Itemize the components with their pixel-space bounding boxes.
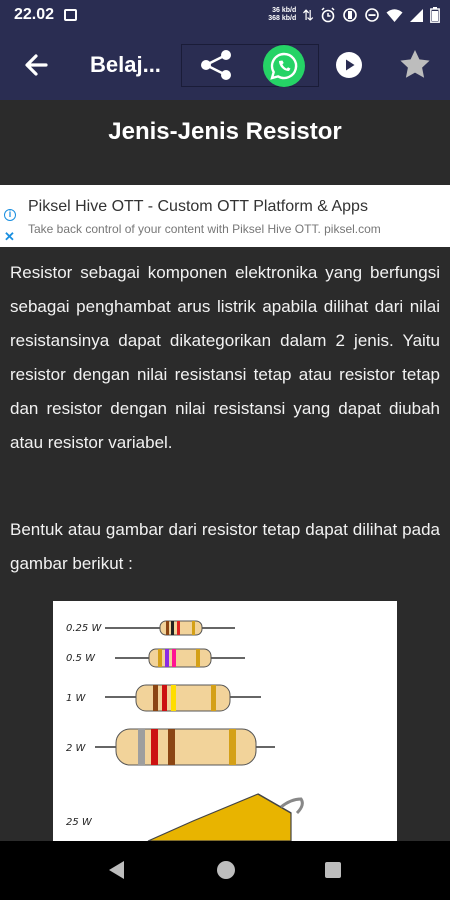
resistor-illustration bbox=[53, 601, 397, 841]
label-025w: 0.25 W bbox=[66, 623, 102, 634]
nav-back-icon[interactable] bbox=[108, 860, 126, 880]
resistor-figure bbox=[53, 601, 397, 841]
image-icon bbox=[64, 9, 77, 21]
network-speed bbox=[268, 7, 296, 23]
page-title: Jenis-Jenis Resistor bbox=[108, 118, 342, 145]
data-transfer-icon: ⇅ bbox=[302, 7, 314, 23]
share-icon[interactable] bbox=[198, 49, 234, 81]
app-bar bbox=[0, 30, 450, 100]
vibrate-icon bbox=[342, 7, 358, 23]
status-icons bbox=[268, 0, 440, 30]
alarm-icon bbox=[320, 7, 336, 23]
label-05w: 0.5 W bbox=[66, 653, 95, 664]
battery-icon bbox=[430, 7, 440, 23]
dnd-icon bbox=[364, 7, 380, 23]
status-bar bbox=[0, 0, 450, 30]
ad-info-icon[interactable]: i bbox=[4, 209, 16, 221]
nav-recents-icon[interactable] bbox=[325, 862, 341, 878]
net-up-speed: 36 kb/d bbox=[272, 7, 297, 14]
ad-close-icon[interactable]: ✕ bbox=[4, 229, 15, 244]
ad-subtitle[interactable]: Take back control of your content with Piksel Hive OTT. piksel.com bbox=[28, 222, 381, 236]
play-icon[interactable] bbox=[336, 52, 362, 78]
whatsapp-icon[interactable] bbox=[263, 45, 305, 87]
paragraph-intro: Resistor sebagai komponen elektronika yang berfungsi sebagai penghambat arus listrik apabila dilihat dari nilai resistansinya dapat dikategorikan dalam 2 jenis. Yaitu resistor dengan nilai resistansi tetap atau resistor tetap dan resistor dengan nilai resistansi yang dapat diubah atau resistor variabel. bbox=[10, 263, 440, 452]
back-arrow-icon[interactable] bbox=[20, 49, 52, 81]
status-time: 22.02 bbox=[14, 6, 55, 23]
ad-banner[interactable] bbox=[0, 185, 450, 247]
wifi-icon bbox=[386, 8, 403, 23]
signal-icon bbox=[409, 8, 424, 23]
nav-home-icon[interactable] bbox=[217, 861, 235, 879]
label-25w: 25 W bbox=[66, 817, 92, 828]
label-1w: 1 W bbox=[66, 693, 86, 704]
paragraph-figure-intro: Bentuk atau gambar dari resistor tetap dapat dilihat pada gambar berikut : bbox=[10, 520, 440, 573]
app-title: Belaj... bbox=[90, 52, 161, 77]
ad-title[interactable]: Piksel Hive OTT - Custom OTT Platform & Apps bbox=[28, 198, 368, 215]
label-2w: 2 W bbox=[66, 743, 86, 754]
star-icon[interactable] bbox=[397, 47, 433, 83]
net-down-speed: 368 kb/d bbox=[268, 15, 297, 22]
